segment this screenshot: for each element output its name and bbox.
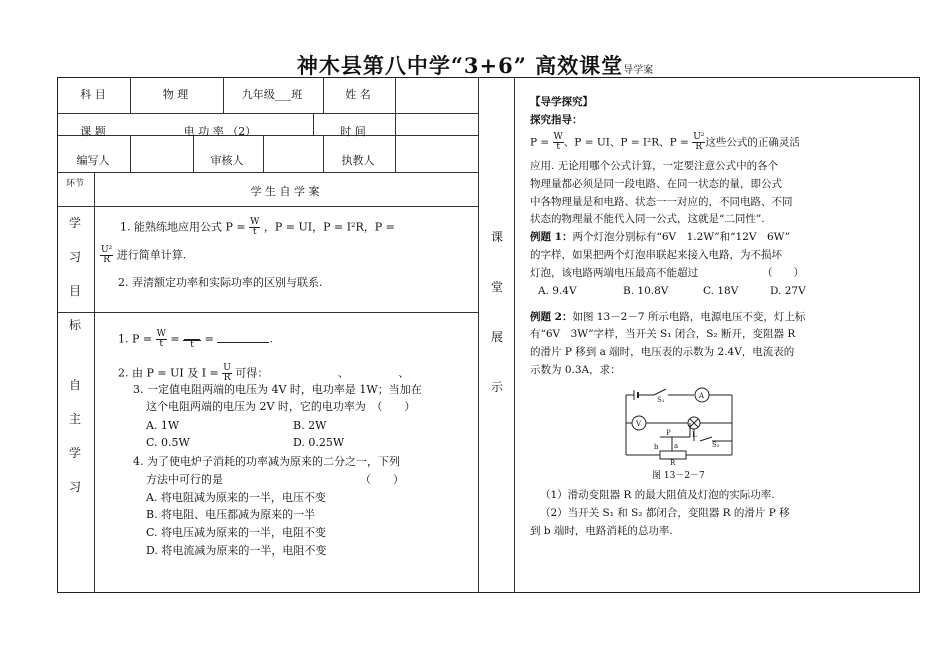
- example-1-line-2: 的字样，如果把两个灯泡串联起来接入电路，为不损坏: [530, 249, 782, 261]
- q4-option-c: C. 将电压减为原来的一半，电阻不变: [146, 526, 327, 539]
- topic-value: 电 功 率 （2）: [183, 125, 257, 138]
- guide-para-3: 中各物理量是和电路、状态一一对应的，不同电路、不同: [530, 196, 793, 208]
- circuit-label-b-end: b: [654, 443, 659, 451]
- step-label: 环节: [65, 179, 84, 189]
- topic-label: 课 题: [80, 125, 106, 138]
- question-4-line-1: 4. 为了使电炉子消耗的功率减为原来的二分之一，下列: [133, 455, 400, 468]
- teacher-label: 执教人: [341, 154, 375, 167]
- guide-para-1: 应用. 无论用哪个公式计算，一定要注意公式中的各个: [530, 160, 779, 172]
- q4-option-d: D. 将电流减为原来的一半，电阻不变: [146, 544, 327, 557]
- circuit-label-l: L: [692, 431, 697, 439]
- subject-value: 物 理: [162, 88, 189, 101]
- guide-para-2: 物理量都必须是同一段电路、在同一状态的量，即公式: [530, 178, 782, 190]
- circuit-label-s1: S₁: [657, 396, 665, 404]
- example-1-bracket: （ ）: [762, 267, 804, 279]
- example-2-line-4: 示数为 0.3A，求：: [530, 364, 621, 376]
- goals-side-label: 学 习 目 标: [68, 216, 81, 332]
- question-1: 1. P = $\frac{W}{t}$ = t = .: [118, 329, 273, 350]
- question-4-bracket: （ ）: [360, 473, 404, 486]
- question-3-line-2: 这个电阻两端的电压为 2V 时，它的电功率为 （ ）: [146, 400, 416, 413]
- self-study-side-label: 自 主 学 习: [68, 378, 81, 494]
- q3-option-b: B. 2W: [293, 419, 327, 432]
- guide-formula-line: P = $\frac{W}{t}$ 、P = UI、P = I²R、P = $\frac{\text{U²}}{R}$ 这些公式的正确灵活: [530, 132, 800, 152]
- page-title: 神木县第八中学“3+6” 高效课堂导学案: [296, 53, 654, 78]
- question-2: 2. 由 P = UI 及 I = $\frac{U}{R}$ 可得： 、 、: [118, 363, 410, 383]
- guide-heading: 【导学探究】: [530, 96, 593, 108]
- page-subtitle: 导学案: [623, 65, 654, 76]
- editor-label: 编写人: [76, 154, 110, 167]
- circuit-label-a-end: a: [674, 442, 679, 450]
- question-4-line-2: 方法中可行的是: [146, 473, 223, 486]
- example-2-question-2-line-2: 到 b 端时，电路消耗的总功率.: [530, 525, 673, 537]
- classroom-side-label: 课 堂 展 示: [490, 230, 503, 394]
- circuit-diagram: [620, 385, 740, 465]
- circuit-label-a: A: [699, 392, 705, 400]
- q3-option-a: A. 1W: [146, 419, 180, 432]
- reviewer-label: 审核人: [210, 154, 244, 167]
- goal-item-1: 1. 能熟练地应用公式 P = $\frac{W}{t}$ ，P = UI，P = I²R，P =: [120, 217, 395, 237]
- grade-value: 九年级___班: [241, 88, 303, 101]
- guide-sub-heading: 探究指导：: [530, 114, 583, 126]
- goal-item-1-cont: $\frac{\text{U²}}{R}$ 进行简单计算.: [101, 245, 187, 265]
- example-2-line-2: 有“6V 3W”字样，当开关 S₁ 闭合，S₂ 断开，变阻器 R: [530, 328, 796, 340]
- q3-option-c: C. 0.5W: [146, 436, 190, 449]
- q4-option-a: A. 将电阻减为原来的一半，电压不变: [146, 491, 326, 504]
- circuit-label-p: P: [666, 429, 671, 437]
- study-plan-heading: 学 生 自 学 案: [250, 185, 320, 198]
- q4-option-b: B. 将电阻、电压都减为原来的一半: [146, 508, 316, 521]
- subject-label: 科 目: [80, 88, 106, 101]
- time-label: 时 间: [340, 125, 366, 138]
- ex1-option-b: B. 10.8V: [623, 285, 669, 297]
- ex1-option-a: A. 9.4V: [538, 285, 577, 297]
- ex1-option-d: D. 27V: [770, 285, 806, 297]
- example-1-line-1: 例题 1：两个灯泡分别标有“6V 1.2W”和“12V 6W”: [530, 231, 790, 243]
- example-2-question-2-line-1: （2）当开关 S₁ 和 S₂ 都闭合，变阻器 R 的滑片 P 移: [540, 507, 790, 519]
- circuit-label-s2: S₂: [712, 441, 720, 449]
- name-label: 姓 名: [345, 88, 371, 101]
- guide-para-4: 状态的物理量不能代入同一公式，这就是“二同性”.: [530, 213, 765, 225]
- example-1-line-3: 灯泡，该电路两端电压最高不能超过: [530, 267, 698, 279]
- figure-caption: 图 13－2－7: [652, 471, 705, 481]
- goal-item-2: 2. 弄清额定功率和实际功率的区别与联系.: [118, 276, 323, 289]
- circuit-label-v: V: [636, 420, 642, 428]
- example-2-question-1: （1）滑动变阻器 R 的最大阻值及灯泡的实际功率.: [540, 489, 775, 501]
- q3-option-d: D. 0.25W: [293, 436, 345, 449]
- example-2-line-3: 的滑片 P 移到 a 端时，电压表的示数为 2.4V，电流表的: [530, 346, 795, 358]
- ex1-option-c: C. 18V: [703, 285, 739, 297]
- example-2-line-1: 例题 2：如图 13－2－7 所示电路，电源电压不变，灯上标: [530, 311, 806, 323]
- circuit-label-r: R: [670, 459, 676, 465]
- question-3-line-1: 3. 一定值电阻两端的电压为 4V 时，电功率是 1W；当加在: [133, 383, 422, 396]
